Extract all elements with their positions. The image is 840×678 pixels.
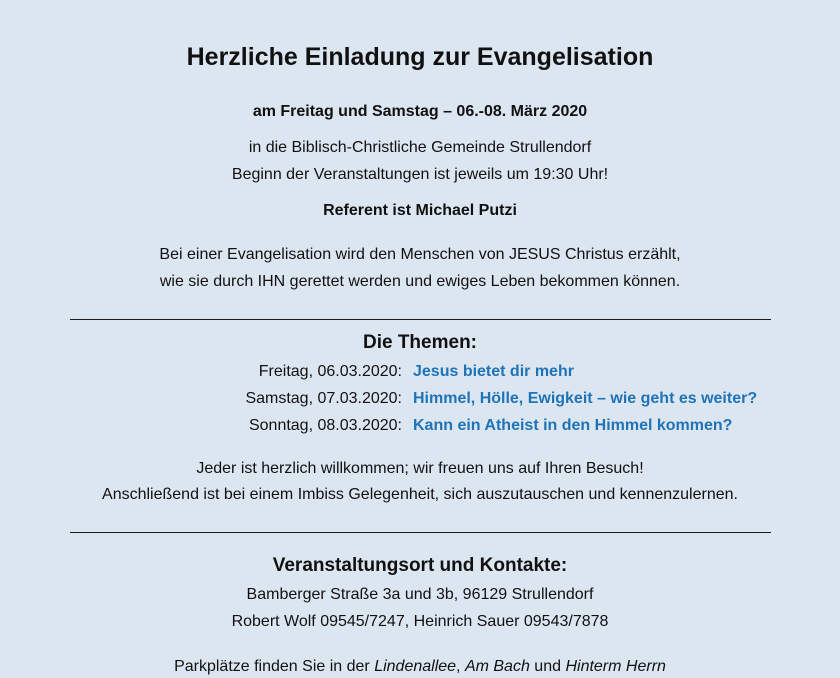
description-line-1: Bei einer Evangelisation wird den Menschen von JESUS Christus erzählt, [159, 246, 681, 263]
welcome-line-1: Jeder ist herzlich willkommen; wir freuen uns auf Ihren Besuch! [196, 460, 644, 477]
theme-title-sunday: Kann ein Atheist in den Himmel kommen? [413, 417, 733, 434]
event-dates-subtitle: am Freitag und Samstag – 06.-08. März 2020 [252, 103, 588, 120]
themes-heading: Die Themen: [362, 332, 478, 353]
page-title: Herzliche Einladung zur Evangelisation [186, 43, 654, 71]
description-line-2: wie sie durch IHN gerettet werden und ewiges Leben bekommen können. [159, 273, 681, 290]
parking-separator: , [456, 658, 465, 675]
theme-date-friday: Freitag, 06.03.2020: [258, 363, 402, 380]
parking-place-hinterm-herrn: Hinterm Herrn [565, 658, 666, 675]
section-divider-top [70, 319, 771, 320]
parking-prefix: Parkplätze finden Sie in der [174, 658, 375, 675]
venue-address: Bamberger Straße 3a und 3b, 96129 Strullendorf [246, 586, 594, 603]
start-time-line: Beginn der Veranstaltungen ist jeweils um 19:30 Uhr! [231, 166, 609, 183]
theme-title-saturday: Himmel, Hölle, Ewigkeit – wie geht es weiter? [413, 390, 758, 407]
venue-heading: Veranstaltungsort und Kontakte: [272, 555, 568, 576]
theme-title-friday: Jesus bietet dir mehr [413, 363, 574, 380]
contact-phones: Robert Wolf 09545/7247, Heinrich Sauer 09543/7878 [231, 613, 609, 630]
theme-row-saturday [0, 389, 840, 409]
parking-place-am-bach: Am Bach [464, 658, 530, 675]
welcome-line-2: Anschließend ist bei einem Imbiss Gelegenheit, sich auszutauschen und kennenzulernen. [102, 486, 738, 503]
parking-line [0, 657, 840, 677]
theme-date-sunday: Sonntag, 08.03.2020: [248, 417, 402, 434]
speaker-line: Referent ist Michael Putzi [323, 202, 517, 219]
theme-row-friday [0, 362, 840, 382]
theme-date-saturday: Samstag, 07.03.2020: [245, 390, 402, 407]
theme-row-sunday [0, 416, 840, 436]
section-divider-bottom [70, 532, 771, 533]
parking-connector: und [529, 658, 566, 675]
parking-place-lindenallee: Lindenallee [374, 658, 457, 675]
church-location-line: in die Biblisch-Christliche Gemeinde Strullendorf [248, 139, 592, 156]
